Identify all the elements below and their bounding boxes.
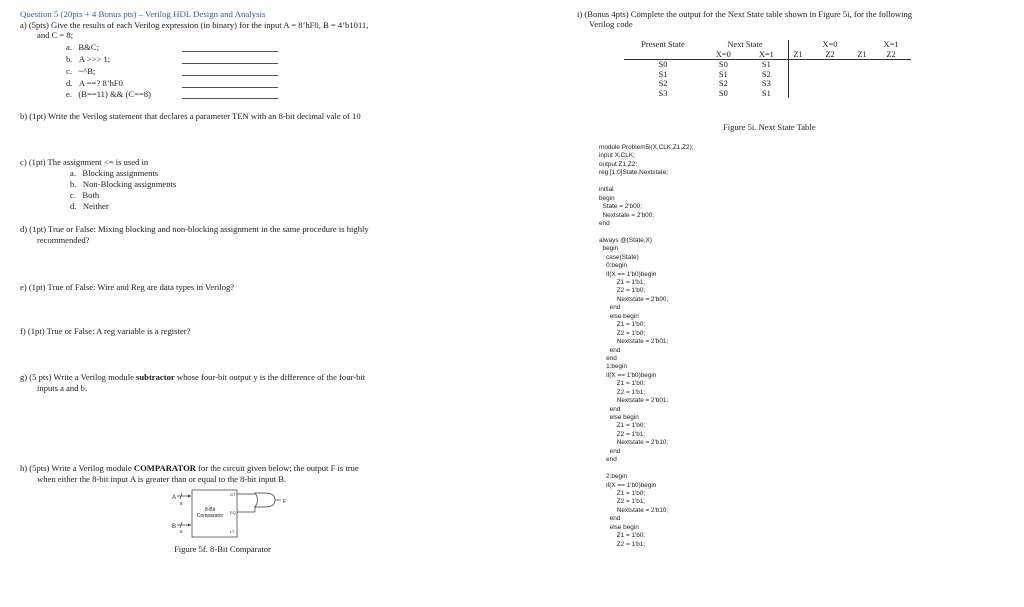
- code-line: end: [599, 219, 610, 227]
- code-line: Z2 = 1'b1;: [599, 498, 646, 506]
- code-line: Z1 = 1'b0;: [599, 489, 646, 497]
- or-gate: [255, 493, 275, 507]
- code-line: input X,CLK;: [599, 152, 635, 160]
- present-state-cell: S3: [658, 88, 668, 98]
- question-e: e) (1pt) True of False: Wire and Reg are data types in Verilog?: [20, 282, 235, 292]
- code-line: begin: [599, 245, 619, 253]
- table-row: [624, 70, 911, 80]
- option-item: b. Non-Blocking assignments: [70, 179, 177, 189]
- answer-line[interactable]: [182, 51, 278, 52]
- answer-cell[interactable]: [807, 79, 853, 89]
- present-state-cell: S2: [658, 79, 668, 88]
- option-item: a. Blocking assignments: [70, 168, 159, 178]
- code-line: else begin: [599, 312, 639, 320]
- next-state-cell: S0: [718, 60, 728, 69]
- option-item: c. Both: [70, 190, 100, 200]
- code-line: end: [599, 447, 621, 455]
- subheader-z2: Z2: [807, 50, 853, 60]
- code-line: Nextstate = 2'b01;: [599, 338, 669, 346]
- code-line: case(State): [599, 253, 639, 261]
- eq-port: EQ: [230, 510, 236, 515]
- code-line: 2:begin: [599, 473, 628, 481]
- next-state-cell: S1: [745, 89, 789, 99]
- list-item: a. B&C;: [66, 42, 99, 52]
- list-item: c. ~^B;: [66, 66, 96, 76]
- answer-cell[interactable]: [807, 89, 853, 99]
- comparator-label-2: Comparator: [196, 513, 224, 519]
- output-f-label: F: [283, 499, 287, 505]
- code-line: end: [599, 405, 621, 413]
- code-line: if(X == 1'b0)begin: [599, 371, 657, 379]
- question-d: d) (1pt) True or False: Mixing blocking and non-blocking assignment in the same procedure is highly: [20, 224, 369, 234]
- width-b-label: 8: [180, 529, 183, 534]
- code-line: Z2 = 1'b1;: [599, 540, 646, 548]
- answer-cell[interactable]: [871, 79, 911, 89]
- header-next-state: Next State: [702, 40, 789, 50]
- question-a-prompt-cont: and C = 8;: [37, 30, 74, 40]
- answer-cell[interactable]: [789, 70, 808, 80]
- code-line: [599, 178, 693, 186]
- code-line: [599, 465, 693, 473]
- code-line: [599, 228, 693, 236]
- question-c: c) (1pt) The assignment <= is used in: [20, 157, 149, 167]
- code-line: 1:begin: [599, 363, 628, 371]
- subheader-x1: X=1: [745, 50, 789, 60]
- list-item: b. A >>> 1;: [66, 54, 111, 64]
- lt-port: LT: [230, 529, 235, 534]
- code-line: begin: [599, 194, 615, 202]
- code-line: else begin: [599, 523, 639, 531]
- code-line: State = 2'b00;: [599, 203, 642, 211]
- gt-port: GT: [230, 492, 236, 497]
- code-line: end: [599, 515, 621, 523]
- code-line: end: [599, 304, 621, 312]
- header-x0: X=0: [822, 40, 838, 49]
- question-h-cont: when either the 8-bit input A is greater than or equal to the 8-bit input B.: [37, 474, 287, 484]
- code-line: Z1 = 1'b0;: [599, 422, 646, 430]
- comparator-label-1: 8-Bit: [204, 507, 216, 513]
- code-line: initial: [599, 186, 614, 194]
- code-line: module Problem5i(X,CLK,Z1,Z2);: [599, 144, 694, 151]
- next-state-cell: S0: [718, 88, 728, 98]
- code-line: Nextstate = 2'b10;: [599, 439, 669, 447]
- answer-cell[interactable]: [789, 60, 808, 70]
- code-line: Z2 = 1'b1;: [599, 388, 646, 396]
- code-line: reg [1:0]State,Nextstate;: [599, 169, 668, 177]
- answer-line[interactable]: [182, 63, 278, 64]
- comparator-diagram: [165, 485, 305, 545]
- next-state-cell: S1: [745, 60, 789, 70]
- code-line: Z2 = 1'b0;: [599, 287, 646, 295]
- answer-cell[interactable]: [853, 60, 871, 70]
- present-state-cell: S1: [658, 69, 668, 79]
- code-line: if(X == 1'b0)begin: [599, 481, 657, 489]
- subheader-x0: X=0: [702, 50, 745, 60]
- question-d-cont: recommended?: [37, 235, 90, 245]
- answer-cell[interactable]: [807, 70, 853, 80]
- subheader-z1: Z1: [853, 50, 871, 60]
- code-line: Z1 = 1'b0;: [599, 321, 646, 329]
- table-row: [624, 79, 911, 89]
- width-a-label: 8: [180, 501, 183, 506]
- question-g-cont: inputs a and b.: [37, 383, 88, 393]
- present-state-cell: S0: [658, 60, 668, 69]
- code-line: always @(State,X): [599, 236, 653, 244]
- answer-cell[interactable]: [871, 60, 911, 70]
- question-f: f) (1pt) True or False: A reg variable is a register?: [20, 326, 191, 336]
- code-line: Nextstate = 2'b10;: [599, 506, 669, 514]
- code-line: end: [599, 346, 621, 354]
- answer-cell[interactable]: [853, 89, 871, 99]
- next-state-cell: S2: [745, 70, 789, 80]
- next-state-cell: S3: [745, 79, 789, 89]
- input-b-label: B: [172, 524, 177, 530]
- code-line: Z1 = 1'b1;: [599, 279, 646, 286]
- code-line: Nextstate = 2'b00;: [599, 295, 669, 303]
- table-row: [624, 60, 911, 70]
- figure-5i-caption: Figure 5i. Next State Table: [723, 122, 816, 132]
- question-g: g) (5 pts) Write a Verilog module subtractor whose four-bit output y is the difference of the four-bit: [20, 372, 366, 382]
- code-line: Nextstate = 2'b01;: [599, 397, 669, 405]
- answer-cell[interactable]: [807, 60, 853, 70]
- option-item: d. Neither: [70, 201, 109, 211]
- question-i: i) (Bonus 4pts) Complete the output for the Next State table shown in Figure 5i, for the following: [577, 9, 913, 19]
- list-item: e. (B==11) && (C==8): [66, 89, 151, 99]
- code-line: else begin: [599, 414, 639, 421]
- verilog-code-block: [599, 144, 693, 549]
- question-b: b) (1pt) Write the Verilog statement that declares a parameter TEN with an 8-bit decimal vale of 10: [20, 111, 361, 121]
- answer-cell[interactable]: [871, 89, 911, 99]
- code-line: Z1 = 1'b0;: [599, 532, 646, 540]
- code-line: if(X == 1'b0)begin: [599, 270, 657, 278]
- list-item: d. A ==? 8’hF0: [66, 78, 123, 88]
- answer-line[interactable]: [182, 98, 278, 99]
- answer-cell[interactable]: [871, 70, 911, 80]
- code-line: Z2 = 1'b1;: [599, 430, 646, 438]
- figure-5f-caption: Figure 5f. 8-Bit Comparator: [174, 544, 271, 554]
- subheader-z1: Z1: [789, 50, 808, 60]
- question-header: Question 5 (20pts + 4 Bonus pts) – Verilog HDL Design and Analysis: [20, 9, 266, 19]
- code-line: end: [599, 354, 617, 362]
- next-state-table: [624, 40, 911, 98]
- code-line: Z1 = 1'b0;: [599, 380, 646, 388]
- code-line: output Z1,Z2;: [599, 160, 638, 168]
- code-line: Nextstate = 2'b00;: [599, 211, 655, 219]
- answer-cell[interactable]: [789, 89, 808, 99]
- table-row: [624, 89, 911, 99]
- next-state-cell: S2: [718, 79, 728, 88]
- next-state-cell: S1: [718, 69, 728, 79]
- code-line: Z2 = 1'b0;: [599, 329, 646, 337]
- input-a-label: A: [172, 495, 177, 501]
- answer-cell[interactable]: [853, 79, 871, 89]
- answer-line[interactable]: [182, 75, 278, 76]
- question-i-cont: Verilog code: [589, 19, 633, 29]
- code-line: end: [599, 456, 617, 464]
- answer-cell[interactable]: [853, 70, 871, 80]
- question-h: h) (5pts) Write a Verilog module COMPARATOR for the circuit given below; the output F is true: [20, 463, 359, 473]
- header-present-state: Present State: [641, 40, 685, 49]
- header-x1: X=1: [883, 40, 899, 49]
- code-line: 0:begin: [599, 262, 628, 270]
- answer-cell[interactable]: [789, 79, 808, 89]
- subheader-z2: Z2: [871, 50, 911, 60]
- answer-line[interactable]: [182, 87, 278, 88]
- question-a-prompt: a) (5pts) Give the results of each Verilog expression (in binary) for the input A = 8’hF0, B = 4’b1011,: [20, 20, 369, 30]
